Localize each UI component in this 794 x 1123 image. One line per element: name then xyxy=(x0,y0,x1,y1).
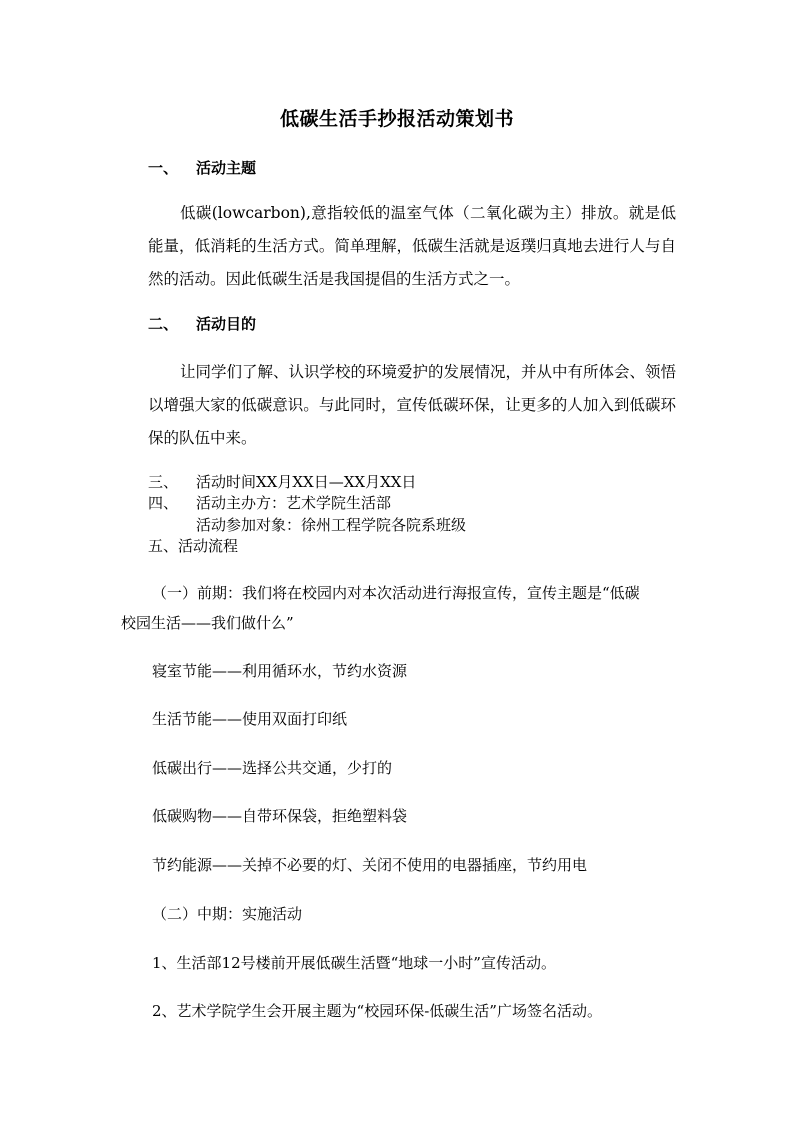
section-2-title: 活动目的 xyxy=(196,315,257,333)
activity-item: 2、艺术学院学生会开展主题为“校园环保-低碳生活”广场签名活动。 xyxy=(152,1002,602,1020)
section-2-heading xyxy=(148,313,256,334)
section-3-number: 三、 xyxy=(148,473,179,491)
activity-organizer: 活动主办方：艺术学院生活部 xyxy=(196,494,392,512)
section-5-heading: 五、活动流程 xyxy=(148,537,239,555)
section-2-paragraph: 让同学们了解、认识学校的环境爱护的发展情况，并从中有所体会、领悟以增强大家的低碳意识。与此同时，宣传低碳环保，让更多的人加入到低碳环保的队伍中来。 xyxy=(148,363,677,447)
activity-participants: 活动参加对象：徐州工程学院各院系班级 xyxy=(196,516,467,534)
section-1-number: 一、 xyxy=(148,159,179,177)
document-title: 低碳生活手抄报活动策划书 xyxy=(279,108,514,130)
section-1-heading xyxy=(148,157,256,178)
process-early-line-1: （一）前期：我们将在校园内对本次活动进行海报宣传，宣传主题是“低碳 xyxy=(152,584,640,602)
list-item: 低碳出行——选择公共交通，少打的 xyxy=(152,759,393,777)
section-4-line xyxy=(148,492,391,513)
list-item: 节约能源——关掉不必要的灯、关闭不使用的电器插座，节约用电 xyxy=(152,856,588,874)
section-1-paragraph: 低碳(lowcarbon),意指较低的温室气体（二氧化碳为主）排放。就是低能量，低消耗的生活方式。简单理解，低碳生活就是返璞归真地去进行人与自然的活动。因此低碳生活是我国提倡的生活方式之一。 xyxy=(148,204,676,288)
list-item: 寝室节能——利用循环水，节约水资源 xyxy=(152,662,408,680)
section-4-number: 四、 xyxy=(148,494,179,512)
section-3-line xyxy=(148,471,416,492)
process-early-line-2: 校园生活——我们做什么” xyxy=(121,614,294,632)
list-item: 生活节能——使用双面打印纸 xyxy=(152,710,348,728)
activity-time: 活动时间XX月XX日—XX月XX日 xyxy=(196,473,417,491)
activity-item: 1、生活部12号楼前开展低碳生活暨“地球一小时”宣传活动。 xyxy=(152,954,556,972)
section-1-title: 活动主题 xyxy=(196,159,257,177)
list-item: 低碳购物——自带环保袋，拒绝塑料袋 xyxy=(152,807,408,825)
process-middle-heading: （二）中期：实施活动 xyxy=(152,905,303,923)
section-2-number: 二、 xyxy=(148,315,179,333)
